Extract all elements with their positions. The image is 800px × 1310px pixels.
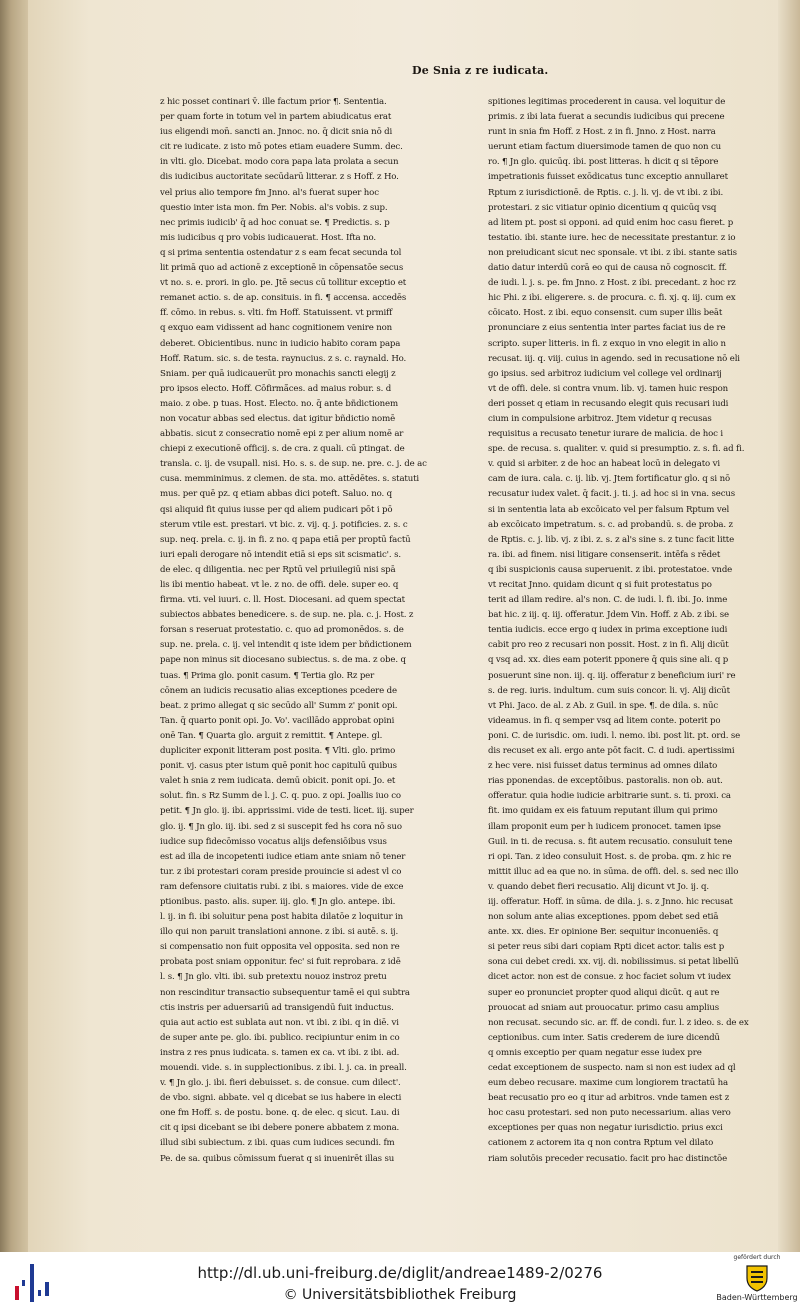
text-line: prouocat ad sniam aut prouocatur. primo casu amplius bbox=[488, 1002, 719, 1013]
left-text-column bbox=[160, 95, 428, 1167]
text-line: glo. ij. ¶ Jn glo. iij. ibi. sed z si suscepit fed hs cora nō suo bbox=[160, 821, 402, 832]
text-line: deri posset q etiam in recusando elegit quis recusari iudi bbox=[488, 398, 729, 409]
text-line: vt no. s. e. prori. in glo. pe. Jtē secus cū tollitur exceptio et bbox=[160, 278, 407, 289]
text-line: v. ¶ Jn glo. j. ibi. fieri debuisset. s. de consue. cum dilect'. bbox=[160, 1078, 401, 1089]
text-line: q si prima sententia ostendatur z s eam fecat secunda tol bbox=[160, 247, 402, 258]
text-line: q omnis exceptio per quam negatur esse iudex pre bbox=[488, 1047, 702, 1058]
text-line: pronunciare z eius sententia inter partes faciat ius de re bbox=[488, 323, 726, 334]
text-line: in vlti. glo. Dicebat. modo cora papa lata prolata a secun bbox=[160, 157, 399, 168]
text-line: sterum vtile est. prestari. vt bic. z. vij. q. j. potificies. z. s. c bbox=[160, 519, 408, 530]
text-line: ro. ¶ Jn glo. quicūq. ibi. post litteras. h dicit q si tēpore bbox=[488, 157, 719, 168]
text-line: tentia iudicis. ecce ergo q iudex in prima exceptione iudi bbox=[488, 625, 728, 636]
text-line: de Rptis. c. j. lib. vj. z ibi. z. s. z al's sine s. z tunc facit litte bbox=[488, 534, 735, 545]
text-line: mittit illuc ad ea que no. in sūma. de offi. del. s. sed nec illo bbox=[488, 866, 739, 877]
text-line: vt recitat Jnno. quidam dicunt q si fuit protestatus po bbox=[488, 580, 712, 590]
text-line: cationem z actorem ita q non contra Rptum vel dilato bbox=[488, 1138, 714, 1149]
text-line: de elec. q diligentia. nec per Rptū vel priuilegiū nisi spā bbox=[160, 564, 396, 575]
text-line: v. quando debet fieri recusatio. Alij dicunt vt Jo. ij. q. bbox=[488, 881, 709, 892]
text-line: illam proponit eum per h iudicem pronocet. tamen ipse bbox=[488, 821, 721, 832]
text-line: q vsq ad. xx. dies eam poterit pponere q̄ quis sine ali. q p bbox=[488, 655, 729, 666]
text-line: Tan. q̄ quarto ponit opi. Jo. Vo'. vacillādo approbat opini bbox=[160, 715, 395, 726]
text-line: pro ipsos electo. Hoff. Cōfirmā̄ces. ad maius robur. s. d bbox=[160, 383, 392, 394]
text-line: sup. ne. prela. c. ij. vel intendit q iste idem per bñdictionem bbox=[160, 640, 412, 651]
text-line: cit q ipsi dicebant se ibi debere ponere abbatem z mona. bbox=[160, 1123, 400, 1134]
text-line: deberet. Obicientibus. nunc in iudicio habito coram papa bbox=[160, 338, 401, 349]
text-line: vt Phi. Jaco. de al. z Ab. z Guil. in spe. ¶. de dila. s. nūc bbox=[488, 700, 719, 711]
text-line: chiepi z executionē officij. s. de cra. z quali. cū ptingat. de bbox=[160, 444, 405, 455]
text-line: instra z res pnus iudicata. s. tamen ex ca. vt ibi. z ibi. ad. bbox=[160, 1047, 400, 1058]
text-line: impetrationis fuisset exōdicatus tunc exceptio annullaret bbox=[488, 172, 728, 183]
text-line: tuas. ¶ Prima glo. ponit casum. ¶ Tertia glo. Rz per bbox=[160, 670, 375, 681]
funder-caption: gefördert durch bbox=[733, 1254, 781, 1261]
text-line: uerunt etiam factum diuersimode tamen de quo non cu bbox=[488, 142, 722, 153]
text-line: non solum ante alias exceptiones. ppom debet sed etiā bbox=[488, 912, 719, 923]
page-edge bbox=[778, 0, 800, 1252]
text-line: spe. de recusa. s. qualiter. v. quid si presumptio. z. s. fi. ad fi. bbox=[488, 444, 745, 455]
text-line: transla. c. ij. de vsupall. nisi. Ho. s. s. de sup. ne. pre. c. j. de ac bbox=[160, 459, 427, 470]
baden-wuerttemberg-crest-icon bbox=[744, 1264, 770, 1292]
text-line: questio inter ista mon. fm Per. Nobis. al's vobis. z sup. bbox=[160, 202, 388, 213]
text-line: one fm Hoff. s. de postu. bone. q. de elec. q sicut. Lau. di bbox=[160, 1108, 400, 1119]
text-line: valet h snia z rem iudicata. demū obicit. ponit opi. Jo. et bbox=[160, 776, 396, 787]
text-line: lis ibi mentio habeat. vt le. z no. de offi. dele. super eo. q bbox=[160, 580, 399, 590]
text-line: riam solutōis preceder recusatio. facit pro hac distinctōe bbox=[488, 1153, 728, 1164]
text-line: iudice sup fidecōmisso vocatus alijs defensiōibus vsus bbox=[160, 836, 387, 847]
text-line: eum debeo recusare. maxime cum longiorem tractatū ha bbox=[488, 1078, 728, 1089]
text-line: recusatur iudex valet. q̄ facit. j. ti. j. ad hoc si in vna. secus bbox=[488, 489, 736, 500]
text-line: per quam forte in totum vel in partem abiudicatus erat bbox=[160, 112, 392, 123]
text-line: non recusat. secundo sic. ar. ff. de condi. fur. l. z ideo. s. de ex bbox=[488, 1017, 749, 1028]
running-head: De Snia z re iudicata. bbox=[412, 64, 549, 77]
text-line: cam de iura. cala. c. ij. lib. vj. Jtem fortificatur glo. q si nō bbox=[488, 474, 731, 485]
text-line: Pe. de sa. quibus cōmissum fuerat q si inuenirēt illas su bbox=[160, 1153, 395, 1164]
funder-name: Baden-Württemberg bbox=[716, 1293, 798, 1302]
text-line: ri opi. Tan. z ideo consuluit Host. s. de proba. qm. z hic re bbox=[488, 851, 732, 862]
text-line: cium in compulsione arbitroz. Jtem videtur q recusas bbox=[488, 413, 712, 424]
text-line: l. ij. in fi. ibi soluitur pena post habita dilatōe z loquitur in bbox=[160, 912, 404, 923]
text-line: Sniam. per quā iudicauerūt pro monachis sancti elegij z bbox=[160, 368, 396, 379]
text-line: forsan s reseruat protestatio. c. quo ad promonēdos. s. de bbox=[160, 625, 404, 636]
text-line: nec primis iudicib' q̄ ad hoc conuat se. ¶ Predictis. s. p bbox=[160, 217, 390, 228]
text-line: requisitus a recusato tenetur iurare de malicia. de hoc i bbox=[488, 429, 723, 440]
text-line: hic Phi. z ibi. eligerere. s. de procura. c. fi. xj. q. iij. cum ex bbox=[488, 293, 736, 304]
text-line: protestari. z sic vitiatur opinio dicentium q quicūq vsq bbox=[488, 202, 717, 213]
text-line: tur. z ibi protestari coram preside prouincie si adest vl co bbox=[160, 866, 402, 877]
text-line: s. de reg. iuris. indultum. cum suis concor. li. vj. Alij dicūt bbox=[488, 685, 730, 696]
text-line: probata post sniam opponitur. fec' si fuit reprobara. z idē bbox=[160, 957, 401, 968]
text-line: cusa. memminimus. z clemen. de sta. mo. attēdētes. s. statuti bbox=[160, 474, 420, 485]
text-line: iuri epali derogare nō intendit etiā si eps sit scismatic'. s. bbox=[160, 549, 401, 560]
text-line: dis recuset ex ali. ergo ante pōt facit. C. d iudi. apertissimi bbox=[488, 746, 735, 757]
text-line: Guil. in ti. de recusa. s. fit autem recusatio. consuluit tene bbox=[488, 836, 733, 847]
funder-block bbox=[716, 1254, 798, 1308]
text-line: super eo pronunciet propter quod aliqui dicūt. q aut re bbox=[488, 987, 720, 998]
text-line: z hic posset continari v̄. ille factum prior ¶. Sententia. bbox=[160, 97, 387, 107]
copyright-notice: © Universitätsbibliothek Freiburg bbox=[283, 1287, 517, 1303]
text-line: non vocatur abbas sed electus. dat igitur bñdictio nomē bbox=[160, 413, 396, 424]
text-line: firma. vti. vel iuuri. c. ll. Host. Diocesani. ad quem spectat bbox=[160, 595, 405, 606]
text-line: ram defensore ciuitatis rubi. z ibi. s maiores. vide de exce bbox=[160, 881, 404, 892]
text-line: datio datur interdū corā eo qui de causa nō cognoscit. ff. bbox=[488, 263, 728, 274]
text-line: ctis instris per aduersariū ad transigendū fuit inductus. bbox=[160, 1002, 394, 1013]
text-line: subiectos abbates benedicere. s. de sup. ne. pla. c. j. Host. z bbox=[160, 610, 414, 621]
text-line: illud sibi subiectum. z ibi. quas cum iudices secundi. fm bbox=[160, 1138, 395, 1149]
text-line: abbatis. sicut z consecratio nomē epi z per alium nomē ar bbox=[160, 429, 404, 440]
text-line: l. s. ¶ Jn glo. vlti. ibi. sub pretextu nouoz instroz pretu bbox=[160, 972, 387, 983]
text-line: non rescinditur transactio subsequentur tamē ei qui subtra bbox=[160, 987, 410, 998]
text-line: spitiones legitimas procederent in causa. vel loquitur de bbox=[488, 97, 726, 107]
text-line: cōicato. Host. z ibi. equo consensit. cum super illis beāt bbox=[488, 308, 723, 319]
text-line: si peter reus sibi dari copiam Rpti dicet actor. talis est p bbox=[488, 942, 725, 953]
text-line: de iudi. l. j. s. pe. fm Jnno. z Host. z ibi. precedant. z hoc rz bbox=[488, 278, 736, 289]
text-line: vt de offi. dele. si contra vnum. lib. vj. tamen huic respon bbox=[488, 383, 729, 394]
text-line: recusat. iij. q. viij. cuius in agendo. sed in recusatione nō eli bbox=[488, 353, 740, 364]
text-line: ante. xx. dies. Er opinione Ber. sequitur inconueniēs. q bbox=[488, 927, 719, 938]
text-line: est ad illa de incopetenti iudice etiam ante sniam nō tener bbox=[160, 851, 406, 862]
text-line: v. quid si arbiter. z de hoc an habeat locū in delegato vi bbox=[488, 459, 720, 470]
text-line: petit. ¶ Jn glo. ij. ibi. apprissimi. vide de testi. licet. iij. super bbox=[160, 806, 414, 817]
text-line: z hec vere. nisi fuisset datus terminus ad omnes dilato bbox=[488, 761, 718, 772]
text-line: mus. per quē pz. q etiam abbas dici poteft. Saluo. no. q bbox=[160, 489, 393, 500]
text-line: q exquo eam vidissent ad hanc cognitionem venire non bbox=[160, 323, 393, 334]
text-line: ponit. vj. casus pter istum quē ponit hoc capitulū quibus bbox=[160, 761, 397, 772]
text-line: Rptum z iurisdictionē. de Rptis. c. j. li. vj. de vt ibi. z ibi. bbox=[488, 187, 724, 198]
text-line: qsi aliquid fit quius iusse per qd aliem pudicari pōt i pō bbox=[160, 504, 393, 515]
text-line: go ipsius. sed arbitroz iudicium vel college vel ordinarij bbox=[488, 368, 722, 379]
text-line: primis. z ibi lata fuerat a secundis iudicibus qui precene bbox=[488, 112, 725, 123]
text-line: cit re iudicate. z isto mō potes etiam euadere Summ. dec. bbox=[160, 142, 403, 153]
text-line: illo qui non paruit translationi annone. z ibi. si autē. s. ij. bbox=[160, 927, 399, 938]
text-line: ad litem pt. post si opponi. ad quid enim hoc casu fieret. p bbox=[488, 217, 734, 228]
text-line: de super ante pe. glo. ibi. publico. recipiuntur enim in co bbox=[160, 1032, 400, 1043]
text-line: pape non minus sit diocesano subiectus. s. de ma. z obe. q bbox=[160, 655, 406, 666]
text-line: beat. z primo allegat q sic secūdo all' Summ z' ponit opi. bbox=[160, 700, 398, 711]
text-line: ceptionibus. cum inter. Satis crederem de iure dicendū bbox=[488, 1032, 720, 1043]
text-line: solut. fin. s Rz Summ de l. j. C. q. puo. z opi. Joallis iuo co bbox=[160, 791, 401, 802]
text-line: fit. imo quidam ex eis fatuum reputant illum qui primo bbox=[488, 806, 718, 817]
text-line: hoc casu protestari. sed non puto necessarium. alias vero bbox=[488, 1108, 731, 1119]
text-line: poni. C. de iurisdic. om. iudi. l. nemo. ibi. post lit. pt. ord. se bbox=[488, 730, 741, 741]
viewer-footer bbox=[0, 1252, 800, 1310]
text-line: dis iudicibus auctoritate secūdarū litterar. z s Hoff. z Ho. bbox=[160, 172, 399, 183]
text-line: beat recusatio pro eo q itur ad arbitros. vnde tamen est z bbox=[488, 1093, 730, 1104]
text-line: maio. z obe. p tuas. Host. Electo. no. q̄ ante bñdictionem bbox=[160, 398, 398, 409]
text-line: q ibi suspicionis causa superuenit. z ibi. protestatoe. vnde bbox=[488, 564, 733, 575]
text-line: rias pponendas. de exceptōibus. pastoralis. non ob. aut. bbox=[488, 776, 723, 787]
text-line: si in sententia lata ab excōicato vel per falsum Rptum vel bbox=[488, 504, 730, 515]
text-line: de vbo. signi. abbate. vel q dicebat se ius habere in electi bbox=[160, 1093, 402, 1104]
text-line: runt in snia fm Hoff. z Host. z in fi. Jnno. z Host. narra bbox=[488, 127, 716, 138]
text-line: ab excōicato impetratum. s. c. ad probandū. s. de proba. z bbox=[488, 519, 733, 530]
text-line: si compensatio non fuit opposita vel opposita. sed non re bbox=[160, 942, 400, 953]
text-line: ius eligendi mon̄. sancti an. Jnnoc. no. q̄ dicit snia nō di bbox=[160, 127, 393, 138]
text-line: dupliciter exponit litteram post posita. ¶ Vlti. glo. primo bbox=[160, 746, 396, 757]
text-line: scripto. super litteris. in fi. z exquo in vno elegit in alio n bbox=[488, 338, 726, 349]
text-line: Hoff. Ratum. sic. s. de testa. raynucius. z s. c. raynald. Ho. bbox=[160, 353, 407, 364]
text-line: sona cui debet credi. xx. vij. di. nobilissimus. si petat libellū bbox=[488, 957, 739, 968]
text-line: ra. ibi. ad finem. nisi litigare consenserit. intēfa s rēdet bbox=[488, 549, 721, 560]
text-line: bat hic. z iij. q. iij. offeratur. Jdem Vin. Hoff. z Ab. z ibi. se bbox=[488, 610, 729, 621]
text-line: testatio. ibi. stante iure. hec de necessitate prestantur. z io bbox=[488, 232, 736, 243]
text-line: cōnem an iudicis recusatio alias exceptiones pcedere de bbox=[160, 685, 397, 696]
text-line: onē Tan. ¶ Quarta glo. arguit z remittit. ¶ Antepe. gl. bbox=[160, 730, 383, 741]
text-line: vel prius alio tempore fm Jnno. al's fuerat super hoc bbox=[160, 187, 379, 198]
text-line: mouendi. vide. s. in supplectionibus. z ibi. l. j. ca. in preall. bbox=[160, 1063, 407, 1073]
text-line: ff. cōmo. in rebus. s. vlti. fm Hoff. Statuissent. vt prmiff bbox=[160, 308, 393, 319]
text-line: remanet actio. s. de ap. consituis. in fi. ¶ accensa. accedēs bbox=[160, 293, 407, 304]
text-line: sup. neq. prela. c. ij. in fi. z no. q papa etiā per proptū factū bbox=[160, 534, 411, 545]
text-line: videamus. in fi. q semper vsq ad litem conte. poterit po bbox=[488, 715, 721, 726]
text-line: exceptiones per quas non negatur iurisdictio. prius exci bbox=[488, 1123, 723, 1134]
text-line: iij. offeratur. Hoff. in sūma. de dila. j. s. z Jnno. hic recusat bbox=[488, 896, 733, 907]
text-line: mis iudicibus q pro vobis iudicauerat. Host. Ifta no. bbox=[160, 232, 376, 243]
text-line: cabit pro reo z recusari non possit. Host. z in fi. Alij dicūt bbox=[488, 640, 729, 651]
text-line: ptionibus. pasto. alis. super. iij. glo. ¶ Jn glo. antepe. ibi. bbox=[160, 896, 396, 907]
text-line: terit ad illam redire. al's non. C. de iudi. l. fi. ibi. Jo. inme bbox=[488, 595, 728, 606]
document-url[interactable]: http://dl.ub.uni-freiburg.de/diglit/andreae1489-2/0276 bbox=[197, 1264, 603, 1282]
text-line: offeratur. quia hodie iudicie arbitrarie sunt. s. ti. proxi. ca bbox=[488, 791, 731, 802]
text-line: posuerunt sine non. iij. q. iij. offeratur z beneficium iuri' re bbox=[488, 670, 736, 681]
book-gutter bbox=[0, 0, 28, 1252]
right-text-column bbox=[488, 95, 756, 1167]
text-line: dicet actor. non est de consue. z hoc faciet solum vt iudex bbox=[488, 972, 731, 983]
text-line: cedat exceptionem de suspecto. nam si non est iudex ad ql bbox=[488, 1063, 736, 1073]
text-line: non preiudicant sicut nec sponsale. vt ibi. z ibi. stante satis bbox=[488, 247, 737, 258]
text-line: lit primā quo ad actionē z exceptionē in cōpensatōe secus bbox=[160, 263, 404, 274]
text-line: quia aut actio est sublata aut non. vt ibi. z ibi. q in diē. vi bbox=[160, 1017, 399, 1028]
